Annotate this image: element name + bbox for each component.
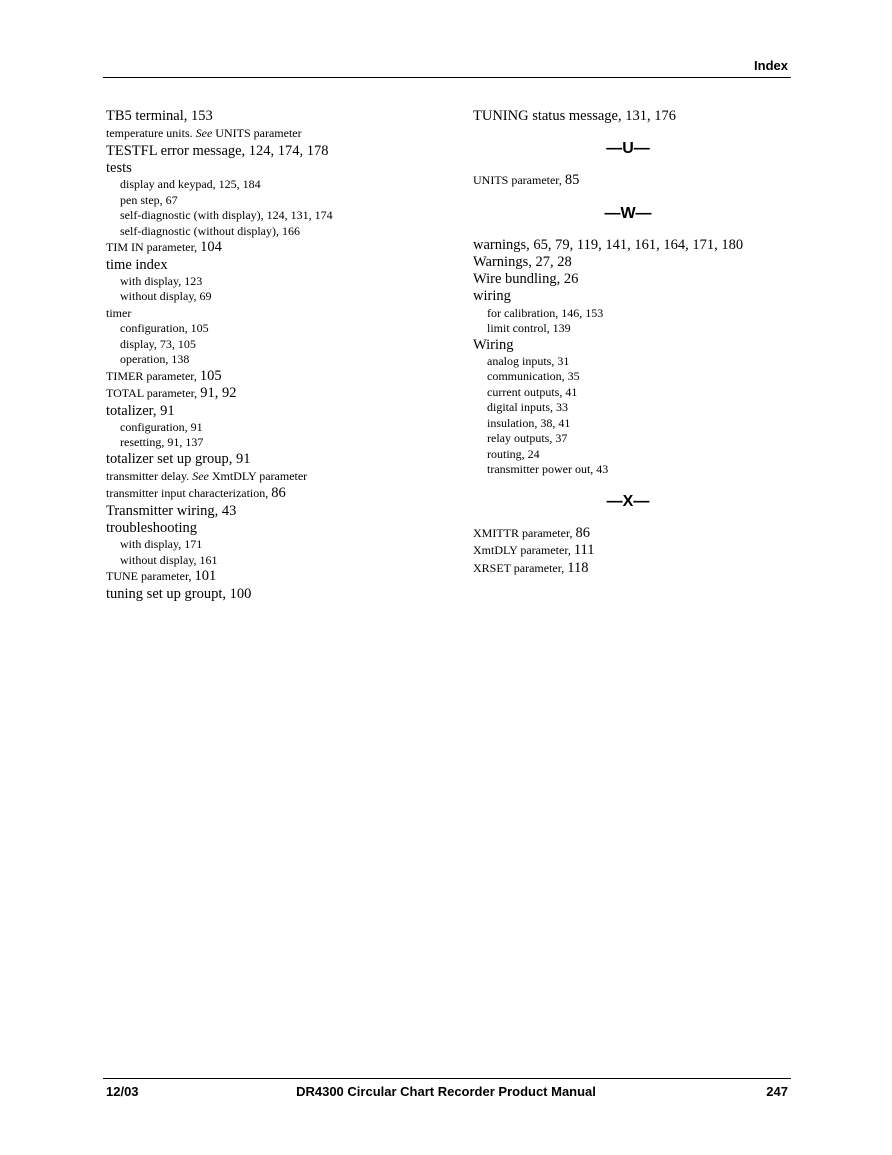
index-entry-part: 105: [199, 367, 222, 384]
index-entry: [106, 485, 456, 503]
index-subentry: limit control, 139: [487, 321, 571, 336]
index-entry: timer: [106, 305, 132, 320]
index-entry-part: temperature units.: [106, 126, 196, 141]
index-entry-part: 86: [271, 485, 286, 502]
index-entry: [473, 525, 791, 543]
index-subentry: relay outputs, 37: [487, 431, 568, 446]
index-subentry: with display, 171: [120, 537, 203, 552]
index-entry: [106, 385, 456, 403]
index-entry-part: TIM IN parameter,: [106, 240, 201, 255]
footer-date: 12/03: [106, 1084, 139, 1099]
index-subentry: transmitter power out, 43: [487, 462, 609, 477]
footer-rule: [103, 1078, 791, 1079]
index-entry: TESTFL error message, 124, 174, 178: [106, 142, 329, 159]
index-entry: troubleshooting: [106, 520, 198, 537]
index-subentry: display and keypad, 125, 184: [120, 177, 261, 192]
index-entry-part: 86: [575, 524, 590, 541]
index-entry: time index: [106, 256, 168, 273]
index-column-right: [473, 108, 791, 577]
index-entry-part: 118: [567, 559, 589, 576]
index-subentry: self-diagnostic (without display), 166: [120, 223, 300, 238]
index-entry: TUNING status message, 131, 176: [473, 108, 676, 124]
index-subentry: configuration, 105: [120, 321, 209, 336]
index-letter-heading: —W—: [604, 204, 652, 222]
footer-manual-title: DR4300 Circular Chart Recorder Product Manual: [296, 1084, 596, 1099]
index-entry-part: See: [192, 468, 209, 483]
index-subentry: without display, 69: [120, 289, 212, 304]
index-entry-part: 91, 92: [200, 385, 237, 402]
index-letter-heading: —U—: [606, 140, 650, 158]
index-subentry: insulation, 38, 41: [487, 415, 571, 430]
index-entry-part: TOTAL parameter,: [106, 386, 201, 401]
header-rule: [103, 77, 791, 78]
index-subentry: current outputs, 41: [487, 384, 578, 399]
index-column-left: [106, 108, 456, 603]
index-entry: warnings, 65, 79, 119, 141, 161, 164, 171, 180: [473, 236, 744, 253]
index-subentry: self-diagnostic (with display), 124, 131, 174: [120, 208, 333, 223]
index-entry-part: UNITS parameter: [212, 126, 302, 141]
index-entry-part: 104: [200, 239, 222, 256]
index-entry-part: XRSET parameter,: [473, 560, 568, 575]
index-entry-part: XmtDLY parameter: [208, 468, 308, 483]
index-subentry: digital inputs, 33: [487, 400, 568, 415]
index-entry: [106, 368, 456, 386]
index-letter-heading: —X—: [606, 492, 650, 510]
index-entry-part: transmitter delay.: [106, 468, 193, 483]
index-entry: totalizer, 91: [106, 402, 175, 419]
index-entry-part: 85: [564, 172, 580, 189]
index-entry: Wire bundling, 26: [473, 271, 579, 288]
index-entry-part: transmitter input characterization,: [106, 486, 272, 501]
index-entry: [106, 568, 456, 586]
index-entry: [106, 468, 456, 486]
index-entry-part: XMITTR parameter,: [473, 525, 576, 540]
index-subentry: with display, 123: [120, 273, 203, 288]
index-entry-part: TUNE parameter,: [106, 569, 195, 584]
index-entry: wiring: [473, 288, 511, 305]
index-subentry: display, 73, 105: [120, 336, 196, 351]
index-entry: tests: [106, 159, 132, 176]
index-entry: [473, 542, 791, 560]
footer-page-number: 247: [766, 1084, 788, 1099]
index-entry: Warnings, 27, 28: [473, 253, 572, 270]
index-entry-part: TIMER parameter,: [106, 368, 200, 383]
index-entry: [106, 239, 456, 257]
index-subentry: routing, 24: [487, 446, 540, 461]
index-subentry: for calibration, 146, 153: [487, 305, 604, 320]
index-entry-part: XmtDLY parameter,: [473, 543, 574, 558]
index-subentry: operation, 138: [120, 352, 190, 367]
index-subentry: without display, 161: [120, 552, 218, 567]
index-entry: [473, 172, 791, 190]
index-entry: totalizer set up group, 91: [106, 450, 251, 467]
index-entry: [106, 125, 456, 143]
index-entry: Transmitter wiring, 43: [106, 502, 237, 519]
index-subentry: pen step, 67: [120, 192, 178, 207]
index-entry-part: 111: [573, 542, 595, 559]
index-entry: TB5 terminal, 153: [106, 108, 213, 124]
index-entry-part: 101: [194, 568, 217, 585]
index-subentry: analog inputs, 31: [487, 353, 570, 368]
index-subentry: resetting, 91, 137: [120, 435, 204, 450]
index-subentry: communication, 35: [487, 369, 580, 384]
index-entry: Wiring: [473, 336, 514, 353]
index-subentry: configuration, 91: [120, 419, 203, 434]
index-entry-part: UNITS parameter,: [473, 173, 565, 188]
index-entry: [473, 560, 791, 578]
running-header-title: Index: [754, 58, 788, 73]
index-entry: tuning set up groupt, 100: [106, 585, 252, 602]
index-entry-part: See: [195, 126, 213, 141]
